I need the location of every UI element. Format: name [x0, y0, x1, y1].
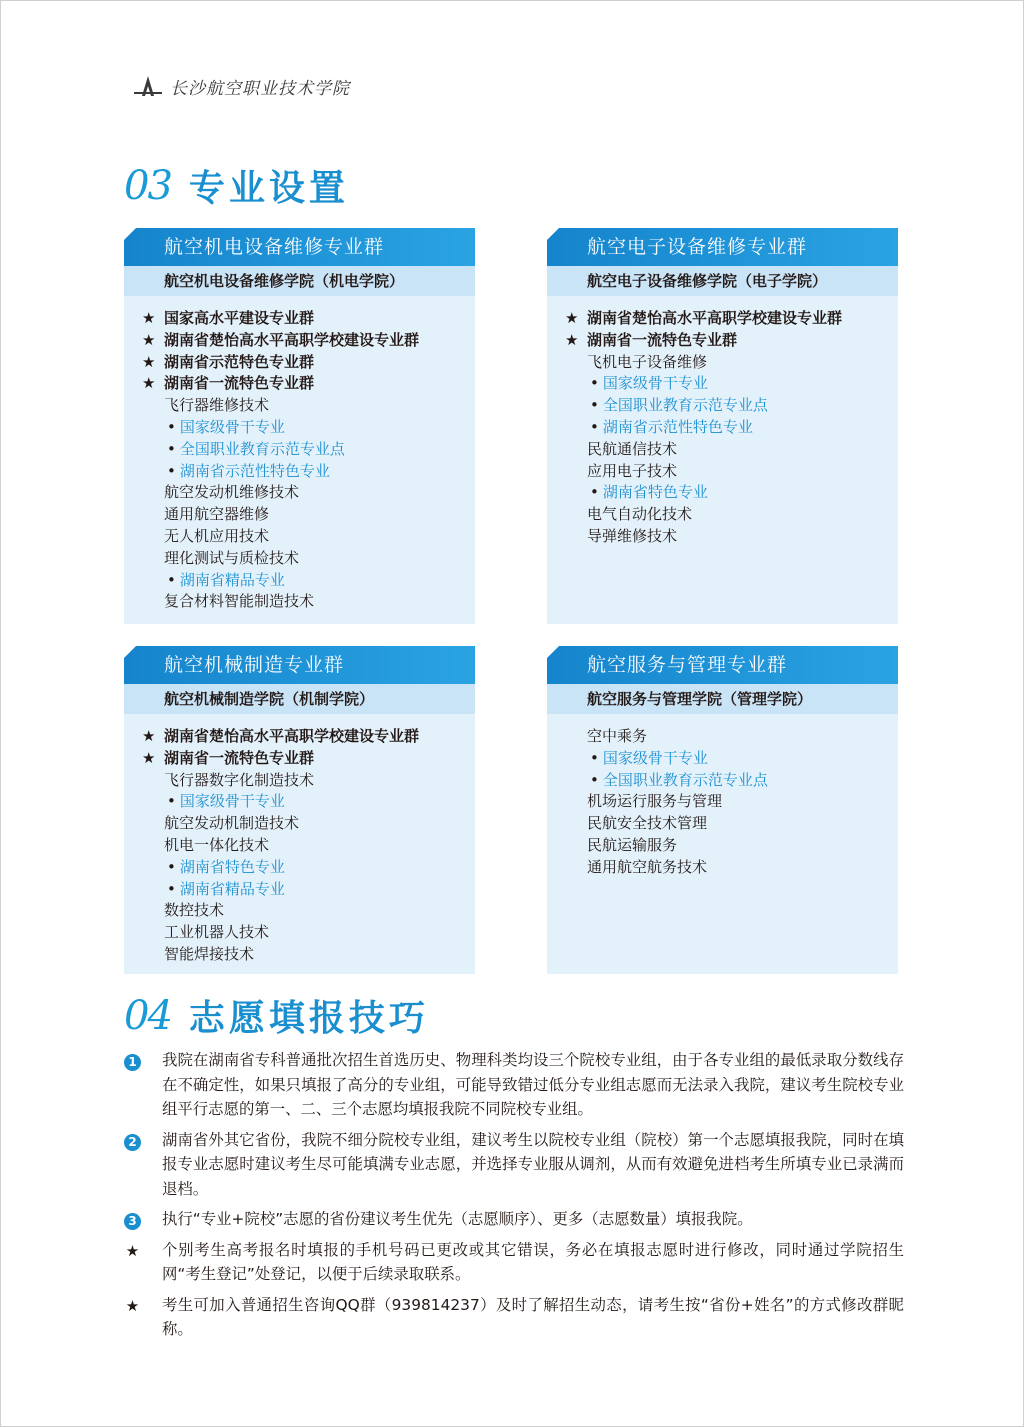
card-college: 航空机械制造学院（机制学院）: [124, 684, 475, 714]
line-text: 飞行器维修技术: [164, 396, 270, 415]
line-text: 导弹维修技术: [587, 526, 678, 545]
group-honor-item: [142, 330, 475, 352]
line-text: 通用航空器维修: [164, 505, 270, 524]
line-text: 国家级骨干专业: [179, 792, 285, 811]
section-title-tips: [124, 990, 429, 1041]
tip-text: 执行“专业+院校”志愿的省份建议考生优先（志愿顺序）、更多（志愿数量）填报我院。: [162, 1210, 753, 1228]
section-heading: 专业设置: [188, 168, 349, 209]
line-text: 湖南省示范特色专业群: [164, 352, 315, 371]
star-icon: ★: [565, 330, 579, 349]
tip-item: [124, 1207, 904, 1232]
line-text: 民航运输服务: [587, 835, 678, 854]
line-text: 电气自动化技术: [587, 505, 693, 524]
card-body: [124, 296, 475, 621]
major-honor-item: [142, 857, 475, 879]
major-item: [565, 726, 898, 748]
tip-item: [124, 1128, 904, 1202]
line-text: 国家高水平建设专业群: [164, 309, 315, 327]
tip-item: [124, 1293, 904, 1342]
bullet-icon: •: [167, 879, 176, 898]
tip-item: [124, 1048, 904, 1122]
group-honor-item: [142, 726, 475, 748]
card-title: 航空服务与管理专业群: [547, 646, 898, 684]
number-badge: 1: [124, 1054, 141, 1071]
major-honor-item: [565, 417, 898, 439]
star-icon: ★: [125, 1241, 140, 1260]
major-item: [565, 791, 898, 813]
star-icon: ★: [142, 330, 156, 349]
major-item: [565, 461, 898, 483]
section-title-majors: [124, 160, 349, 211]
tip-text: 考生可加入普通招生咨询QQ群（939814237）及时了解招生动态，请考生按“省份+姓名”的方式修改群昵称。: [162, 1295, 904, 1338]
tip-text: 湖南省外其它省份，我院不细分院校专业组，建议考生以院校专业组（院校）第一个志愿填报我院，同时在填报专业志愿时建议考生尽可能填满专业志愿，并选择专业服从调剂，从而有效避免进档考生所填专业已录满而退档。: [162, 1130, 904, 1198]
bullet-icon: •: [167, 792, 176, 811]
line-text: 国家级骨干专业: [602, 748, 708, 767]
bullet-icon: •: [590, 748, 599, 767]
line-text: 航空发动机维修技术: [164, 483, 300, 502]
group-honor-item: [142, 373, 475, 395]
star-icon: ★: [142, 727, 156, 745]
number-badge: 3: [124, 1213, 141, 1230]
bullet-icon: •: [590, 396, 599, 415]
school-name: 长沙航空职业技术学院: [170, 78, 350, 99]
major-item: [565, 835, 898, 857]
bullet-icon: •: [167, 857, 176, 876]
major-group-card: [547, 228, 898, 624]
card-body: [124, 714, 475, 974]
group-honor-item: [142, 748, 475, 770]
star-icon: ★: [142, 309, 156, 327]
number-badge: 2: [124, 1134, 141, 1151]
bullet-icon: •: [167, 417, 176, 436]
card-college: 航空电子设备维修学院（电子学院）: [547, 266, 898, 296]
major-honor-item: [565, 395, 898, 417]
major-group-card: [124, 228, 475, 624]
major-item: [565, 439, 898, 461]
line-text: 全国职业教育示范专业点: [602, 396, 768, 415]
major-group-card: [124, 646, 475, 974]
major-group-card: [547, 646, 898, 974]
card-body: [547, 714, 898, 887]
major-honor-item: [142, 439, 475, 461]
major-honor-item: [142, 417, 475, 439]
card-college: 航空服务与管理学院（管理学院）: [547, 684, 898, 714]
line-text: 国家级骨干专业: [602, 374, 708, 393]
major-item: [142, 591, 475, 613]
bullet-icon: •: [590, 770, 599, 789]
line-text: 飞行器数字化制造技术: [164, 770, 315, 789]
bullet-icon: •: [167, 461, 176, 480]
line-text: 民航通信技术: [587, 439, 678, 458]
tips-list: [124, 1048, 904, 1348]
line-text: 湖南省一流特色专业群: [587, 330, 738, 349]
star-icon: ★: [125, 1296, 140, 1315]
line-text: 湖南省楚怡高水平高职学校建设专业群: [164, 727, 420, 745]
line-text: 湖南省精品专业: [179, 570, 285, 589]
major-item: [565, 526, 898, 548]
major-item: [142, 922, 475, 944]
line-text: 湖南省一流特色专业群: [164, 748, 315, 767]
line-text: 应用电子技术: [587, 461, 678, 480]
group-honor-item: [565, 308, 898, 330]
star-icon: ★: [142, 748, 156, 767]
line-text: 复合材料智能制造技术: [164, 592, 315, 611]
major-item: [142, 395, 475, 417]
major-item: [142, 944, 475, 966]
card-college: 航空机电设备维修学院（机电学院）: [124, 266, 475, 296]
major-item: [565, 504, 898, 526]
major-honor-item: [565, 748, 898, 770]
major-honor-item: [565, 482, 898, 504]
line-text: 湖南省特色专业: [602, 483, 708, 502]
line-text: 数控技术: [164, 901, 225, 920]
major-item: [565, 857, 898, 879]
line-text: 湖南省示范性特色专业: [179, 461, 330, 480]
star-icon: ★: [142, 352, 156, 371]
major-item: [142, 900, 475, 922]
line-text: 飞机电子设备维修: [587, 352, 708, 371]
major-item: [142, 835, 475, 857]
major-honor-item: [565, 373, 898, 395]
line-text: 通用航空航务技术: [587, 857, 708, 876]
major-item: [142, 504, 475, 526]
bullet-icon: •: [167, 439, 176, 458]
star-icon: ★: [565, 309, 579, 327]
card-title: 航空机械制造专业群: [124, 646, 475, 684]
bullet-icon: •: [590, 417, 599, 436]
major-item: [142, 482, 475, 504]
page-header: [122, 72, 350, 100]
card-title: 航空机电设备维修专业群: [124, 228, 475, 266]
major-item: [142, 548, 475, 570]
major-item: [142, 526, 475, 548]
line-text: 湖南省楚怡高水平高职学校建设专业群: [587, 309, 843, 327]
major-item: [565, 813, 898, 835]
line-text: 无人机应用技术: [164, 526, 270, 545]
line-text: 智能焊接技术: [164, 944, 255, 963]
major-honor-item: [142, 879, 475, 901]
card-title: 航空电子设备维修专业群: [547, 228, 898, 266]
line-text: 全国职业教育示范专业点: [602, 770, 768, 789]
line-text: 湖南省示范性特色专业: [602, 417, 753, 436]
major-honor-item: [565, 770, 898, 792]
line-text: 机场运行服务与管理: [587, 792, 723, 811]
tip-text: 我院在湖南省专科普通批次招生首选历史、物理科类均设三个院校专业组，由于各专业组的最低录取分数线存在不确定性，如果只填报了高分的专业组，可能导致错过低分专业组志愿而无法录入我院，建议考生院校专业组平行志愿的第一、二、三个志愿均填报我院不同院校专业组。: [162, 1051, 904, 1118]
bullet-icon: •: [167, 570, 176, 589]
school-logo-icon: [122, 72, 164, 100]
major-honor-item: [142, 570, 475, 592]
bullet-icon: •: [590, 374, 599, 393]
group-honor-item: [142, 308, 475, 330]
star-icon: ★: [142, 374, 156, 393]
line-text: 湖南省楚怡高水平高职学校建设专业群: [164, 330, 420, 349]
line-text: 湖南省一流特色专业群: [164, 374, 315, 393]
section-number: 03: [124, 162, 171, 209]
line-text: 空中乘务: [587, 727, 648, 745]
major-item: [142, 813, 475, 835]
line-text: 湖南省精品专业: [179, 879, 285, 898]
line-text: 国家级骨干专业: [179, 417, 285, 436]
section-heading: 志愿填报技巧: [188, 998, 429, 1039]
line-text: 工业机器人技术: [164, 923, 270, 942]
line-text: 理化测试与质检技术: [164, 548, 300, 567]
major-honor-item: [142, 461, 475, 483]
tip-text: 个别考生高考报名时填报的手机号码已更改或其它错误，务必在填报志愿时进行修改，同时通过学院招生网“考生登记”处登记，以便于后续录取联系。: [162, 1240, 904, 1283]
line-text: 全国职业教育示范专业点: [179, 439, 345, 458]
card-body: [547, 296, 898, 556]
bullet-icon: •: [590, 483, 599, 502]
line-text: 机电一体化技术: [164, 835, 270, 854]
major-item: [142, 770, 475, 792]
tip-item: [124, 1238, 904, 1287]
line-text: 航空发动机制造技术: [164, 814, 300, 833]
major-honor-item: [142, 791, 475, 813]
group-honor-item: [565, 330, 898, 352]
group-honor-item: [142, 352, 475, 374]
line-text: 民航安全技术管理: [587, 814, 708, 833]
line-text: 湖南省特色专业: [179, 857, 285, 876]
major-item: [565, 352, 898, 374]
section-number: 04: [124, 992, 171, 1039]
